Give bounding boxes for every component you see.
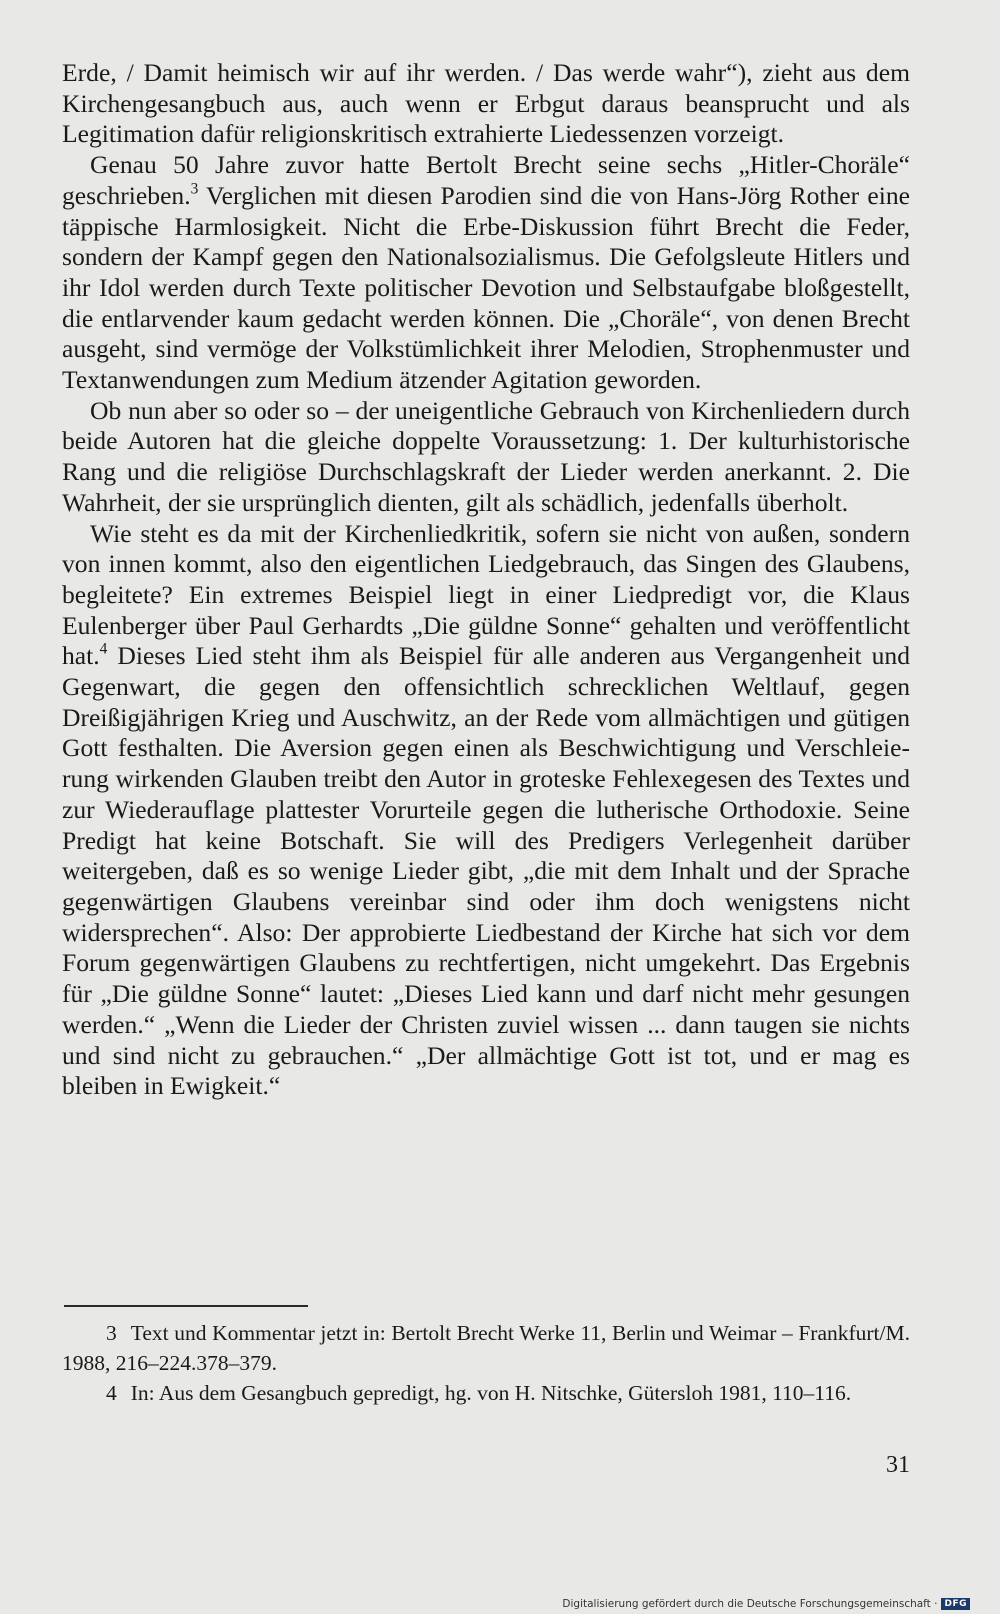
footnote-number: 3 — [106, 1321, 117, 1345]
footnote-number: 4 — [106, 1381, 117, 1405]
footnote-text: Text und Kommentar jetzt in: Bertolt Brecht Werke 11, Berlin und Weimar – Frankfurt/M. 1988, 216–224.378–379. — [62, 1321, 910, 1375]
main-text — [62, 58, 910, 1102]
footnote-ref-3: 3 — [190, 180, 199, 198]
paragraph-2 — [62, 150, 910, 396]
paragraph-4 — [62, 519, 910, 1102]
digitization-credit — [562, 1598, 970, 1610]
digitization-credit-text: Digitalisierung gefördert durch die Deutsche Forschungsgemeinschaft · — [562, 1598, 938, 1610]
paragraph-2-part-1: Genau 50 Jahre zuvor hatte Bertolt Brecht seine sechs „Hitler-Choräle“ geschrieben. — [62, 150, 910, 210]
paragraph-4-part-2: Dieses Lied steht ihm als Beispiel für alle anderen aus Vergangenheit und Gegenwart, die gegen den offensichtlich schrecklichen Weltlauf, gegen Dreißigjährigen Krieg und Auschwitz, an der Rede vom allmächtigen und gütigen Gott festhalten. Die Aversion gegen einen als Beschwichtigung und Verschleierung wirkenden Glauben treibt den Autor in groteske Fehlexegesen des Textes und zur Wiederauflage plattester Vorurteile gegen die lutherische Orthodoxie. Seine Predigt hat keine Botschaft. Sie will des Predigers Verlegenheit darüber weitergeben, daß es so wenige Lieder gibt, „die mit dem Inhalt und der Sprache gegenwärtigen Glaubens vereinbar sind oder ihm doch wenigstens nicht widersprechen“. Also: Der approbierte Liedbestand der Kirche hat sich vor dem Forum gegenwärtigen Glaubens zu rechtfertigen, nicht umgekehrt. Das Ergebnis für „Die güldne Sonne“ lautet: „Dieses Lied kann und darf nicht mehr gesungen werden.“ „Wenn die Lieder der Christen zuviel wissen ... dann taugen sie nichts und sind nicht zu gebrauchen.“ „Der allmächtige Gott ist tot, und er mag es bleiben in Ewigkeit.“ — [62, 641, 910, 1101]
paragraph-3: Ob nun aber so oder so – der uneigentliche Gebrauch von Kirchenliedern durch beide Autoren hat die gleiche doppelte Voraussetzung: 1. Der kulturhistorische Rang und die religiöse Durchschlagskraft der Lieder werden anerkannt. 2. Die Wahrheit, der sie ursprünglich dienten, gilt als schädlich, jedenfalls überholt. — [62, 395, 910, 517]
footnotes — [62, 1318, 910, 1408]
footnote-separator — [64, 1305, 308, 1307]
footnote-text: In: Aus dem Gesangbuch gepredigt, hg. von H. Nitschke, Gütersloh 1981, 110–116. — [130, 1381, 852, 1405]
footnote-4 — [62, 1378, 910, 1408]
paragraph-2-part-2: Verglichen mit diesen Parodien sind die von Hans-Jörg Rother eine täppische Harmlosigkeit. Nicht die Erbe-Diskussion führt Brecht die Feder, sondern der Kampf gegen den Nationalsozialismus. Die Gefolgsleute Hitlers und ihr Idol werden durch Texte politischer Devotion und Selbstaufgabe bloßgestellt, die entlarvender kaum gedacht werden können. Die „Choräle“, von denen Brecht ausgeht, sind vermöge der Volkstümlichkeit ihrer Melodien, Strophenmuster und Textanwendungen zum Medium ätzender Agitation geworden. — [62, 180, 910, 395]
paragraph-4-part-1: Wie steht es da mit der Kirchenliedkritik, sofern sie nicht von außen, sondern von innen kommt, also den eigentlichen Liedgebrauch, das Singen des Glaubens, begleitete? Ein extremes Beispiel liegt in einer Liedpredigt vor, die Klaus Eulenberger über Paul Gerhardts „Die güldne Sonne“ gehalten und veröffentlicht hat. — [62, 518, 910, 671]
page-number: 31 — [886, 1452, 910, 1478]
footnote-ref-4: 4 — [99, 640, 108, 658]
paragraph-1: Erde, / Damit heimisch wir auf ihr werden. / Das werde wahr“), zieht aus dem Kirchengesangbuch aus, auch wenn er Erbgut daraus beansprucht und als Legitimation dafür religionskritisch extrahierte Liedessenzen vorzeigt. — [62, 58, 910, 149]
dfg-logo: DFG — [941, 1598, 970, 1610]
footnote-3 — [62, 1318, 910, 1378]
